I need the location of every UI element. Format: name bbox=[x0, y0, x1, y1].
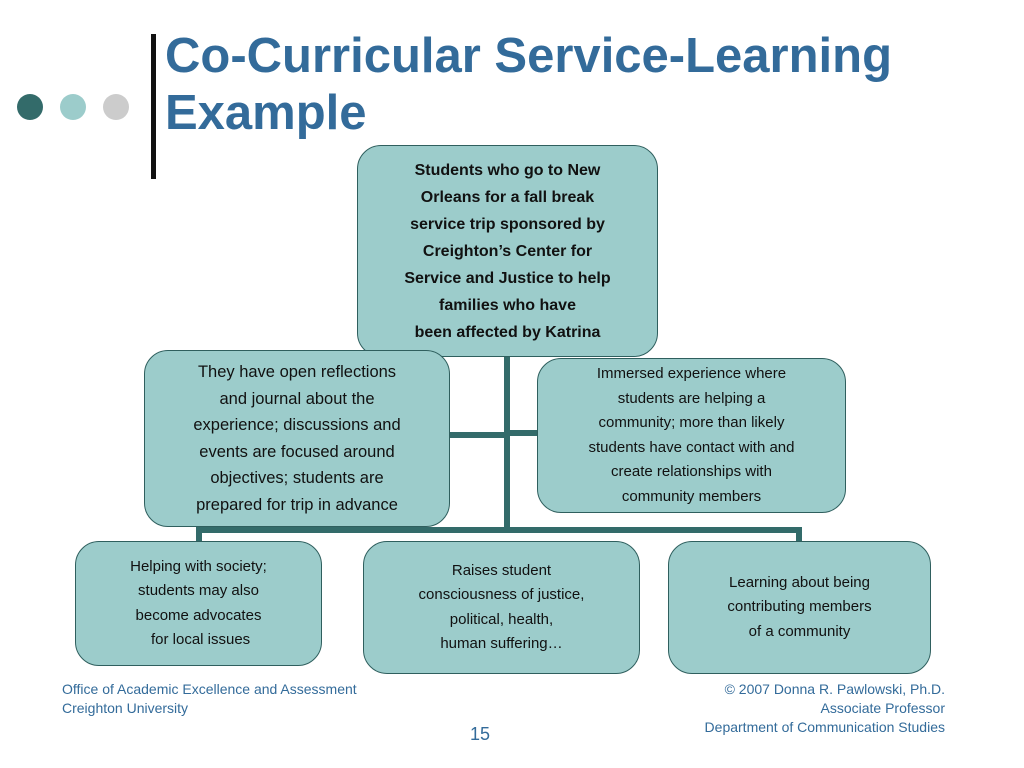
outcome-line: become advocates bbox=[135, 606, 262, 624]
outcome-line: Raises student bbox=[451, 561, 552, 579]
footer-department: Department of Communication Studies bbox=[704, 719, 945, 735]
reflection-line: They have open reflections bbox=[197, 363, 397, 381]
outcome-line: of a community bbox=[748, 622, 851, 640]
experience-line: students have contact with and bbox=[588, 438, 795, 456]
experience-node bbox=[537, 358, 846, 513]
reflection-line: experience; discussions and bbox=[193, 416, 401, 434]
root-line: Service and Justice to help bbox=[404, 269, 611, 287]
reflection-line: objectives; students are bbox=[210, 469, 384, 487]
experience-line: create relationships with bbox=[611, 463, 772, 480]
outcome-line: Learning about being bbox=[729, 573, 870, 591]
footer-role: Associate Professor bbox=[820, 700, 945, 716]
title-line-1: Co-Curricular Service-Learning bbox=[165, 29, 893, 83]
title-line-2: Example bbox=[165, 86, 367, 140]
outcome-node-consciousness bbox=[363, 541, 640, 674]
footer-office: Office of Academic Excellence and Assessment bbox=[62, 681, 357, 697]
root-line: service trip sponsored by bbox=[410, 215, 605, 233]
root-line: been affected by Katrina bbox=[414, 323, 601, 341]
root-line: Creighton’s Center for bbox=[422, 242, 593, 260]
reflection-line: prepared for trip in advance bbox=[196, 495, 398, 514]
footer-author bbox=[705, 680, 945, 737]
footer-institution bbox=[62, 680, 357, 718]
root-line: Orleans for a fall break bbox=[420, 188, 595, 206]
experience-line: community; more than likely bbox=[598, 414, 785, 431]
outcome-line: for local issues bbox=[146, 631, 251, 648]
reflection-line: events are focused around bbox=[199, 442, 395, 461]
outcome-line: political, health, bbox=[449, 610, 554, 628]
footer-copyright: © 2007 Donna R. Pawlowski, Ph.D. bbox=[724, 681, 945, 697]
experience-line: Immersed experience where bbox=[596, 365, 787, 382]
outcome-line: contributing members bbox=[727, 598, 872, 616]
outcome-line: consciousness of justice, bbox=[418, 586, 585, 603]
root-line: Students who go to New bbox=[414, 161, 601, 179]
reflection-node bbox=[144, 350, 450, 527]
root-node bbox=[357, 145, 658, 357]
outcome-line: Helping with society; bbox=[130, 557, 267, 575]
experience-line: community members bbox=[621, 487, 762, 505]
root-line: families who have bbox=[439, 296, 576, 314]
outcome-line: human suffering… bbox=[440, 635, 563, 652]
experience-line: students are helping a bbox=[617, 389, 766, 407]
page-number: 15 bbox=[470, 724, 491, 744]
outcome-node-society bbox=[75, 541, 322, 666]
outcome-line: students may also bbox=[138, 582, 259, 599]
footer-university: Creighton University bbox=[62, 700, 189, 716]
reflection-line: and journal about the bbox=[219, 389, 375, 408]
outcome-node-community bbox=[668, 541, 931, 674]
